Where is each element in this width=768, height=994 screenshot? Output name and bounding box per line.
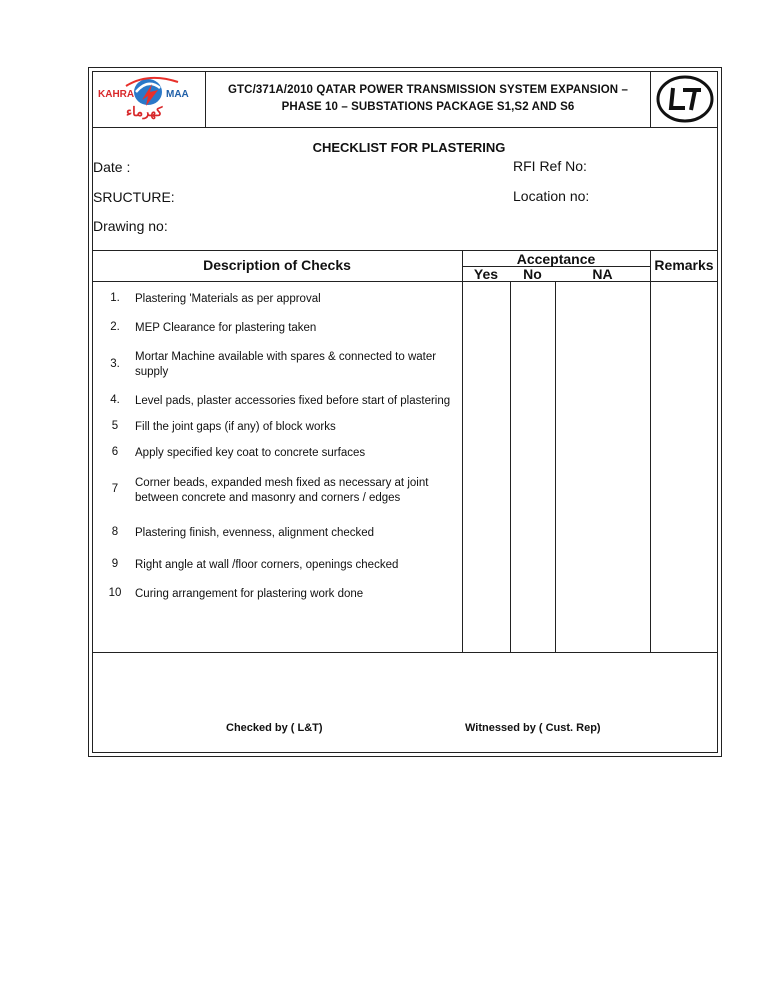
header-divider-right <box>650 71 651 127</box>
structure-label: SRUCTURE: <box>93 189 175 205</box>
row-3-number: 3. <box>110 358 120 370</box>
row-10-check: Curing arrangement for plastering work done <box>135 588 364 600</box>
project-title <box>210 82 646 116</box>
project-title-line2: PHASE 10 – SUBSTATIONS PACKAGE S1,S2 AND S6 <box>281 101 575 113</box>
header-acceptance: Acceptance <box>516 251 596 267</box>
row-2-number: 2. <box>110 321 120 333</box>
header-remarks: Remarks <box>654 257 714 273</box>
header-description: Description of Checks <box>203 257 351 273</box>
row-10-number: 10 <box>108 587 122 599</box>
logo-text-right: MAA <box>166 89 189 100</box>
row-4-number: 4. <box>110 394 120 406</box>
row-7-check: Corner beads, expanded mesh fixed as necessary at joint between concrete and masonry and corners / edges <box>135 477 429 504</box>
header-divider-left <box>205 71 206 127</box>
row-7-number: 7 <box>111 483 119 495</box>
row-3-check: Mortar Machine available with spares & connected to water supply <box>135 351 437 378</box>
checked-by-label: Checked by ( L&T) <box>226 722 323 734</box>
location-label: Location no: <box>513 188 590 204</box>
row-9-number: 9 <box>111 558 119 570</box>
row-4-check: Level pads, plaster accessories fixed before start of plastering <box>135 395 451 407</box>
header-yes: Yes <box>473 266 499 282</box>
table-bottom-rule <box>92 652 718 653</box>
row-9-check: Right angle at wall /floor corners, openings checked <box>135 559 399 571</box>
row-6-check: Apply specified key coat to concrete surfaces <box>135 447 366 459</box>
col-divider-yes <box>510 281 511 652</box>
kahramaa-logo <box>96 74 202 124</box>
document-title: CHECKLIST FOR PLASTERING <box>312 140 506 155</box>
row-8-check: Plastering finish, evenness, alignment checked <box>135 527 375 539</box>
rfi-ref-label: RFI Ref No: <box>513 158 587 174</box>
row-5-check: Fill the joint gaps (if any) of block works <box>135 421 336 433</box>
col-divider-no <box>555 281 556 652</box>
header-no: No <box>523 266 542 282</box>
form-inner-border <box>92 71 718 753</box>
logo-text-left: KAHRA <box>98 89 135 100</box>
project-title-line1: GTC/371A/2010 QATAR POWER TRANSMISSION SYSTEM EXPANSION – <box>228 84 628 96</box>
row-1-number: 1. <box>110 292 120 304</box>
witnessed-by-label: Witnessed by ( Cust. Rep) <box>465 722 601 734</box>
header-na: NA <box>592 266 613 282</box>
row-5-number: 5 <box>111 420 119 432</box>
col-divider-na <box>650 250 651 652</box>
lt-logo <box>655 74 715 124</box>
date-label: Date : <box>93 159 131 175</box>
row-1-check: Plastering 'Materials as per approval <box>135 293 321 305</box>
col-divider-description <box>462 250 463 652</box>
row-6-number: 6 <box>111 446 119 458</box>
header-bottom-rule <box>92 127 718 128</box>
row-2-check: MEP Clearance for plastering taken <box>135 322 317 334</box>
drawing-label: Drawing no: <box>93 218 168 234</box>
row-8-number: 8 <box>111 526 119 538</box>
logo-text-arabic: كهرماء <box>126 104 163 119</box>
